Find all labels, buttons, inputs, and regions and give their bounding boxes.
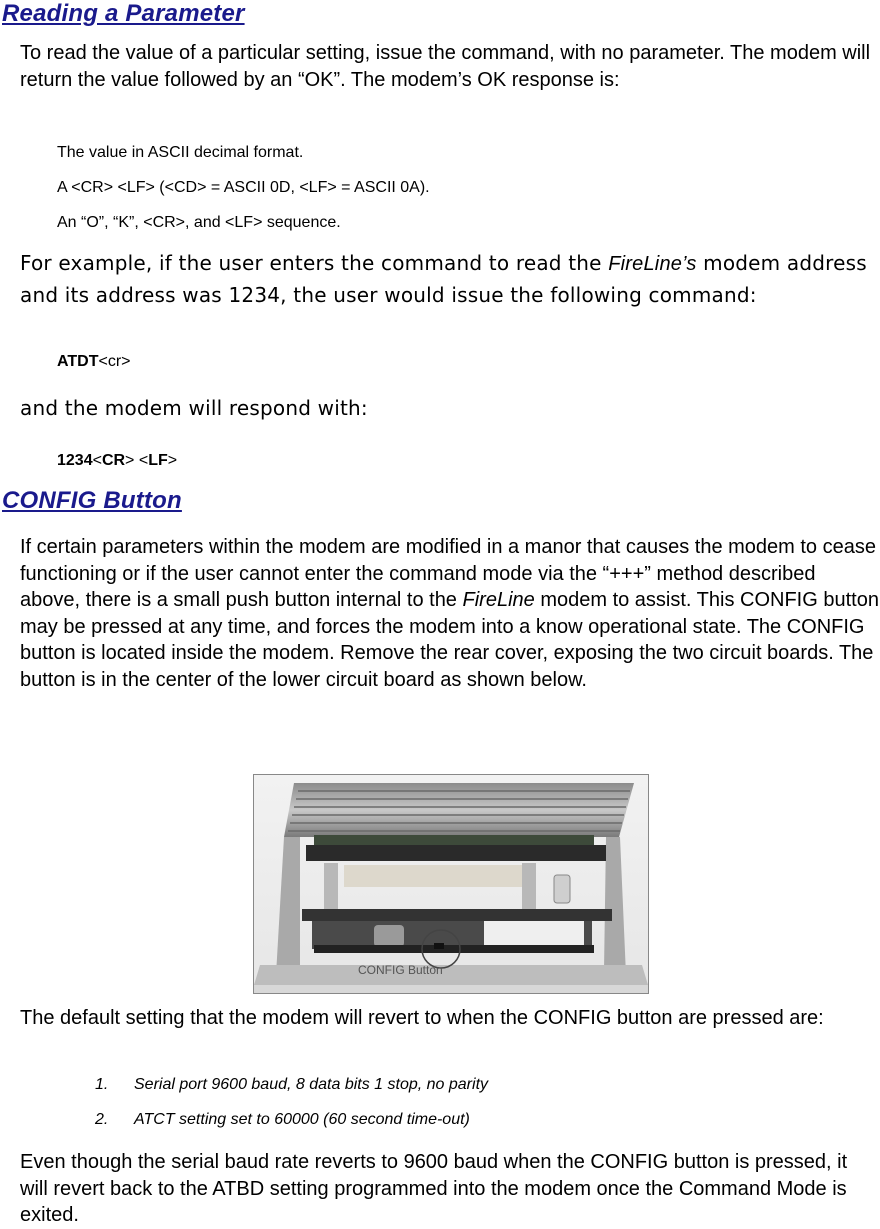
- config-button-label: CONFIG Button: [358, 963, 443, 977]
- section-heading-config-button: CONFIG Button: [2, 487, 182, 514]
- config-text: If certain parameters within the modem are modified in a manor that causes the modem to cease functioning or if the user cannot enter the command mode via the “+++” method described above, there is a small push button internal to the: [20, 536, 876, 612]
- response-item: A <CR> <LF> (<CD> = ASCII 0D, <LF> = ASCII 0A).: [57, 179, 430, 196]
- default-item: [95, 1076, 488, 1094]
- section-heading-reading-parameter: Reading a Parameter: [2, 0, 245, 27]
- default-item: [95, 1111, 470, 1129]
- config-text-end: modem to assist. This CONFIG button may be pressed at any time, and forces the modem into a know operational state. The CONFIG button is located inside the modem. Remove the rear cover, exposing the two circuit boards. The button is in the center of the lower circuit board as shown below.: [20, 589, 879, 691]
- respond-text: and the modem will respond with:: [20, 396, 368, 420]
- config-paragraph: [20, 534, 880, 694]
- command-example: [57, 352, 130, 372]
- modem-illustration: [254, 775, 648, 993]
- product-name: FireLine’s: [608, 253, 697, 275]
- defaults-intro: The default setting that the modem will revert to when the CONFIG button are pressed are:: [20, 1007, 824, 1029]
- reply-separator: > <: [125, 452, 149, 469]
- example-text-end: modem address and its address was 1234, the user would issue the following command:: [20, 251, 867, 307]
- intro-paragraph: To read the value of a particular setting, issue the command, with no parameter. The modem will return the value followed by an “OK”. The modem’s OK response is:: [20, 42, 871, 91]
- item-number: 2.: [95, 1111, 109, 1128]
- example-text: For example, if the user enters the command to read the: [20, 251, 609, 275]
- response-item: The value in ASCII decimal format.: [57, 144, 304, 161]
- command-name: ATDT: [57, 353, 99, 370]
- item-text: Serial port 9600 baud, 8 data bits 1 stop, no parity: [134, 1076, 489, 1093]
- item-text: ATCT setting set to 60000 (60 second time-out): [134, 1111, 470, 1128]
- closing-paragraph: Even though the serial baud rate reverts to 9600 baud when the CONFIG button is pressed, it will revert back to the ATBD setting programmed into the modem once the Command Mode is exited.: [20, 1151, 848, 1227]
- modem-photo: [253, 774, 649, 994]
- reply-bracket: >: [167, 452, 178, 469]
- modem-reply: [57, 451, 177, 471]
- response-item: An “O”, “K”, <CR>, and <LF> sequence.: [57, 214, 341, 231]
- reply-lf: LF: [148, 452, 168, 469]
- example-paragraph: [20, 248, 880, 311]
- product-name: FireLine: [462, 589, 535, 612]
- reply-bracket: <: [92, 452, 102, 469]
- reply-value: 1234: [57, 452, 93, 469]
- command-suffix: <cr>: [98, 353, 131, 370]
- item-number: 1.: [95, 1076, 109, 1093]
- reply-cr: CR: [101, 452, 126, 469]
